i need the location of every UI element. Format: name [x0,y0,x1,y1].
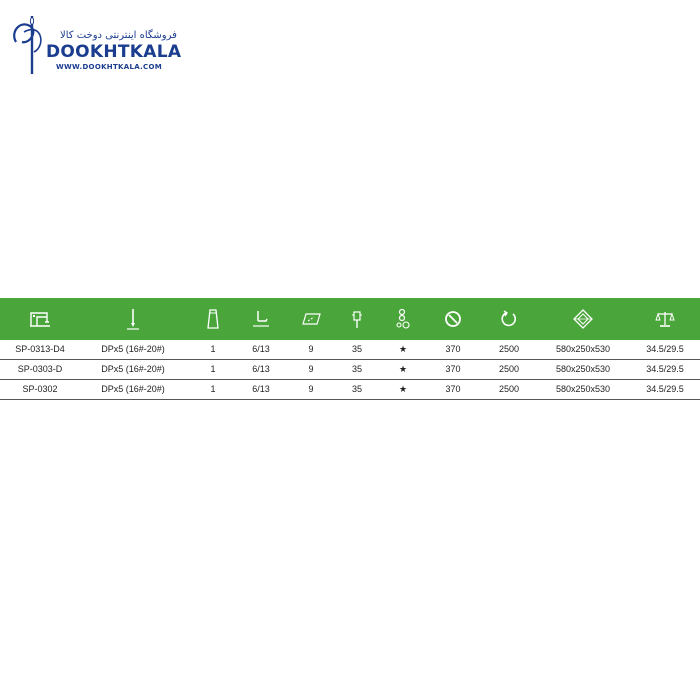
needle-system-cell: DPx5 (16#-20#) [101,364,165,374]
table-row [0,360,700,380]
presser-foot-icon [252,298,270,340]
model-cell: SP-0313-D4 [15,344,65,354]
brand-name: DOOKHTKALA [46,42,182,62]
lubrication-cell: ★ [398,364,408,374]
presser-foot-cell: 6/13 [252,364,270,374]
speed-icon [500,298,518,340]
motor-cell: 370 [445,364,461,374]
table-row [0,340,700,360]
spec-table [0,298,700,400]
needle-bar-cell: 35 [351,364,363,374]
presser-foot-cell: 6/13 [252,384,270,394]
needle-count-cell: 1 [210,364,216,374]
stitch-length-cell: 9 [308,364,314,374]
stitch-length-cell: 9 [308,344,314,354]
sewing-machine-icon [28,298,52,340]
dimensions-cell: 580x250x530 [555,344,611,354]
needle-bar-cell: 35 [351,344,363,354]
brand-logo[interactable] [12,12,182,82]
dimensions-cell: 580x250x530 [555,364,611,374]
lubrication-cell: ★ [398,384,408,394]
lubrication-icon [395,298,411,340]
spec-table-header [0,298,700,340]
weight-cell: 34.5/29.5 [646,364,684,374]
needle-count-cell: 1 [210,384,216,394]
needle-icon [126,298,140,340]
needle-bar-icon [351,298,363,340]
package-dimensions-icon [573,298,593,340]
weight-scale-icon [655,298,675,340]
motor-cell: 370 [445,344,461,354]
weight-cell: 34.5/29.5 [646,384,684,394]
model-cell: SP-0303-D [17,364,63,374]
model-cell: SP-0302 [22,384,58,394]
brand-url: WWW.DOOKHTKALA.COM [56,63,162,71]
motor-icon [444,298,462,340]
needle-system-cell: DPx5 (16#-20#) [101,344,165,354]
stitch-length-cell: 9 [308,384,314,394]
needle-count-cell: 1 [210,344,216,354]
thread-spool-icon [207,298,219,340]
needle-bar-cell: 35 [351,384,363,394]
brand-persian-name: فروشگاه اینترنتی دوخت کالا [60,30,177,41]
table-row [0,380,700,400]
lubrication-cell: ★ [398,344,408,354]
speed-cell: 2500 [498,344,520,354]
motor-cell: 370 [445,384,461,394]
needle-system-cell: DPx5 (16#-20#) [101,384,165,394]
stitch-length-icon [301,298,321,340]
speed-cell: 2500 [498,364,520,374]
presser-foot-cell: 6/13 [252,344,270,354]
speed-cell: 2500 [498,384,520,394]
weight-cell: 34.5/29.5 [646,344,684,354]
dimensions-cell: 580x250x530 [555,384,611,394]
